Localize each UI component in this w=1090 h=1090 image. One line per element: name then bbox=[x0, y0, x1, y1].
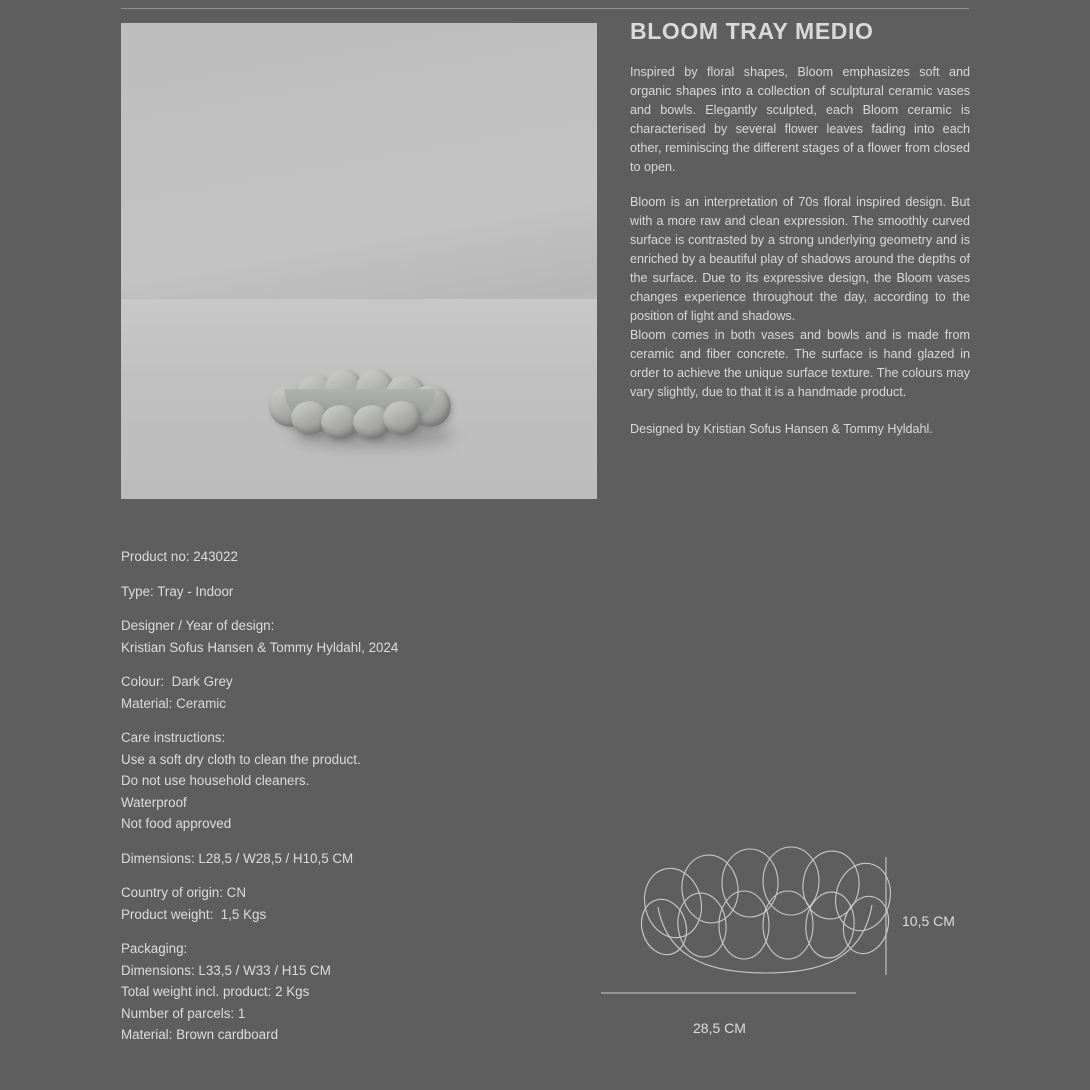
description-paragraph-1: Inspired by floral shapes, Bloom emphasizes soft and organic shapes into a collection of sculptural ceramic vases and bowls. Elegantly sculpted, each Bloom ceramic is characterised by several flower leaves fading into each other, reminiscing the different stages of a flower from closed to open. bbox=[630, 65, 970, 174]
description-paragraph-3: Bloom comes in both vases and bowls and is made from ceramic and fiber concrete. The surface is hand glazed in order to achieve the unique surface texture. The colours may vary slightly, due to that it is a handmade product. bbox=[630, 328, 970, 399]
care-line-3: Waterproof bbox=[121, 794, 187, 810]
product-specifications bbox=[121, 546, 591, 1059]
spec-colour-material bbox=[121, 671, 591, 714]
care-line-2: Do not use household cleaners. bbox=[121, 773, 310, 788]
material-value: Material: Ceramic bbox=[121, 695, 226, 711]
packaging-dimensions: Dimensions: L33,5 / W33 / H15 CM bbox=[121, 962, 331, 978]
bloom-tray-render bbox=[269, 367, 449, 441]
page-title: BLOOM TRAY MEDIO bbox=[630, 18, 874, 44]
height-dimension-label: 10,5 CM bbox=[902, 913, 955, 929]
spec-dimensions bbox=[121, 848, 591, 870]
tray-line-drawing bbox=[598, 845, 998, 1055]
packaging-parcels: Number of parcels: 1 bbox=[121, 1005, 246, 1021]
country-value: Country of origin: CN bbox=[121, 885, 247, 900]
care-line-4: Not food approved bbox=[121, 816, 232, 831]
spec-care bbox=[121, 727, 591, 835]
designer-credit: Designed by Kristian Sofus Hansen & Tommy Hyldahl. bbox=[630, 422, 933, 436]
width-dimension-label: 28,5 CM bbox=[693, 1020, 746, 1036]
product-no-value: Product no: 243022 bbox=[121, 549, 238, 564]
spec-product-no bbox=[121, 546, 591, 568]
care-heading: Care instructions: bbox=[121, 730, 226, 745]
spec-packaging bbox=[121, 938, 591, 1046]
weight-value: Product weight: 1,5 Kgs bbox=[121, 906, 267, 922]
spec-designer bbox=[121, 615, 591, 658]
type-value: Type: Tray - Indoor bbox=[121, 583, 234, 599]
care-line-1: Use a soft dry cloth to clean the product. bbox=[121, 751, 361, 767]
spec-type bbox=[121, 581, 591, 603]
dimension-drawing bbox=[598, 845, 998, 1055]
designer-value: Kristian Sofus Hansen & Tommy Hyldahl, 2024 bbox=[121, 639, 399, 655]
description-paragraph-2: Bloom is an interpretation of 70s floral inspired design. But with a more raw and clean expression. The smoothly curved surface is contrasted by a strong underlying geometry and is enriched by a beautiful play of shadows around the depths of the surface. Due to its expressive design, the Bloom vases changes experience throughout the day, according to the position of light and shadows. bbox=[630, 195, 970, 323]
spec-origin-weight bbox=[121, 882, 591, 925]
product-description bbox=[630, 18, 970, 455]
packaging-material: Material: Brown cardboard bbox=[121, 1027, 279, 1042]
product-photo bbox=[121, 23, 597, 499]
top-divider bbox=[121, 8, 969, 9]
packaging-heading: Packaging: bbox=[121, 941, 188, 956]
designer-heading: Designer / Year of design: bbox=[121, 618, 275, 633]
dimensions-value: Dimensions: L28,5 / W28,5 / H10,5 CM bbox=[121, 850, 354, 866]
packaging-total-weight: Total weight incl. product: 2 Kgs bbox=[121, 984, 310, 999]
colour-value: Colour: Dark Grey bbox=[121, 674, 233, 689]
